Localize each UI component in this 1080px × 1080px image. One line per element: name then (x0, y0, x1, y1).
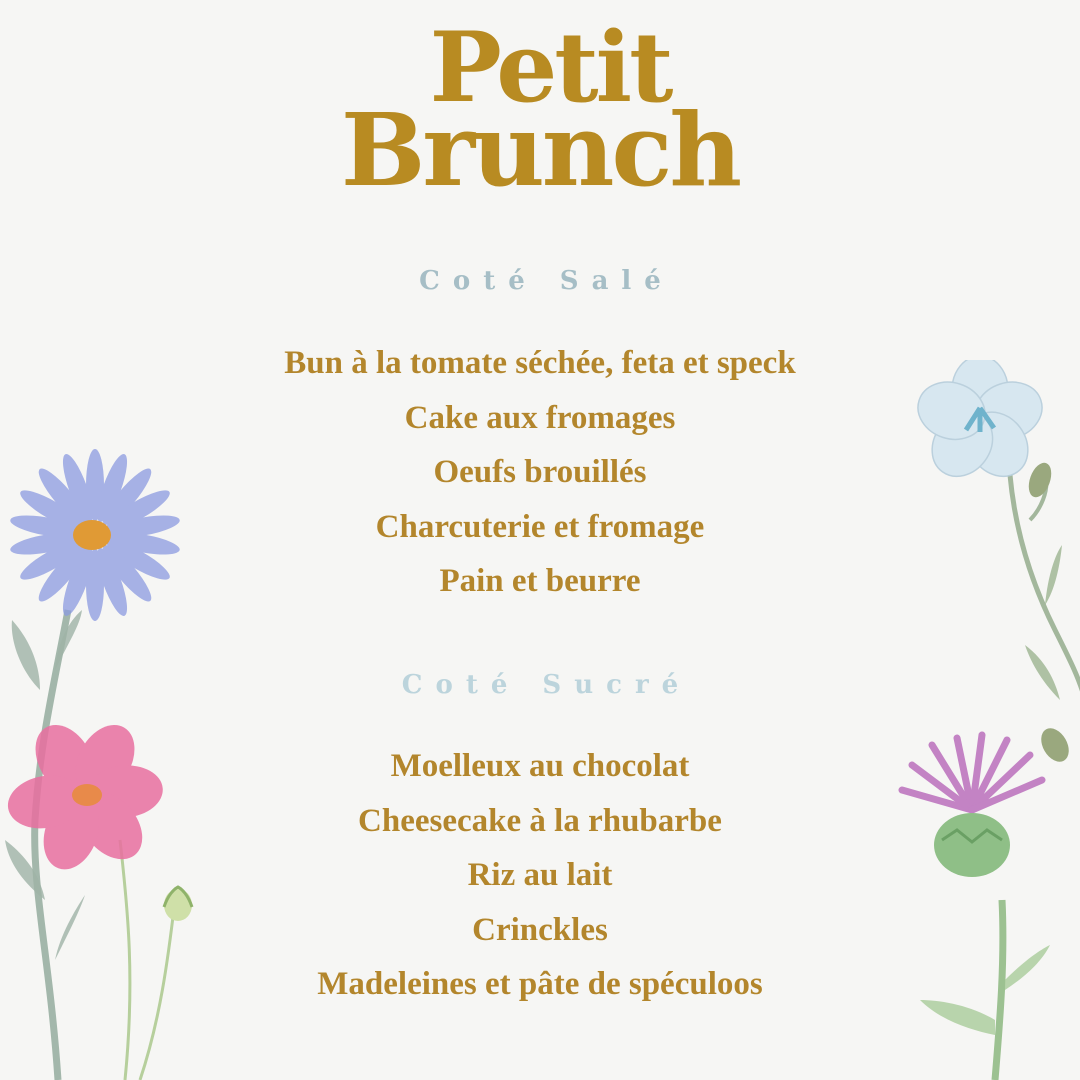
menu-item: Madeleines et pâte de spéculoos (317, 966, 763, 1002)
menu-item: Crinckles (472, 911, 608, 948)
section-heading-sale: Coté Salé (419, 266, 674, 296)
menu-item: Bun à la tomate séchée, feta et speck (284, 345, 796, 381)
title-line-petit: Petit (429, 11, 671, 124)
menu-item: Pain et beurre (439, 563, 641, 599)
menu-item: Cheesecake à la rhubarbe (358, 802, 722, 839)
menu-item: Riz au lait (467, 857, 613, 893)
menu-list-sucre (0, 739, 1080, 1012)
section-heading-sucre: Coté Sucré (401, 670, 692, 700)
menu-item: Charcuterie et fromage (375, 508, 705, 545)
title-line-brunch: Brunch (340, 91, 740, 209)
menu-item: Cake aux fromages (404, 399, 676, 436)
menu-item: Moelleux au chocolat (390, 748, 690, 784)
menu-list-sale (0, 336, 1080, 609)
menu-item: Oeufs brouillés (433, 454, 647, 490)
